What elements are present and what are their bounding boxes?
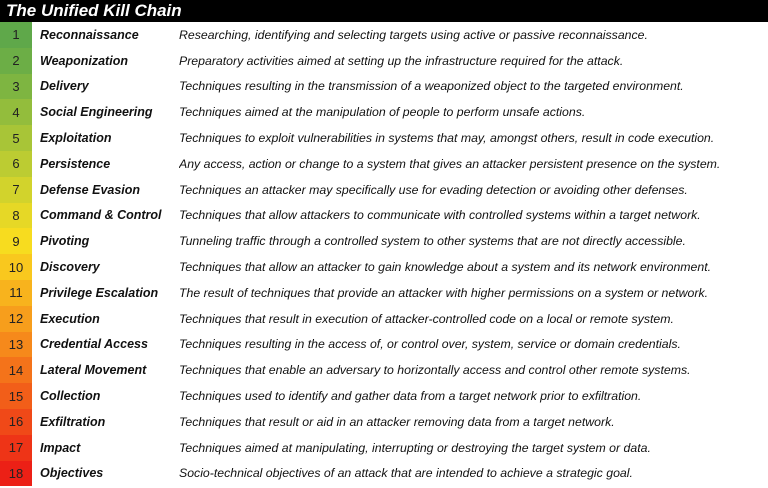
kill-chain-table (0, 22, 768, 486)
phase-name: Impact (40, 440, 81, 455)
phase-name: Lateral Movement (40, 363, 147, 378)
phase-number: 3 (0, 74, 32, 100)
phase-number: 11 (0, 280, 32, 306)
table-row (0, 409, 768, 435)
phase-number: 2 (0, 48, 32, 74)
table-row (0, 306, 768, 332)
table-row (0, 435, 768, 461)
phase-name: Collection (40, 389, 101, 404)
phase-name: Exfiltration (40, 414, 106, 429)
phase-name: Discovery (40, 260, 100, 275)
phase-description: Techniques to exploit vulnerabilities in systems that may, amongst others, result in code execution. (179, 131, 715, 146)
phase-description: Techniques aimed at the manipulation of people to perform unsafe actions. (179, 105, 586, 120)
phase-name: Delivery (40, 79, 89, 94)
phase-number: 17 (0, 435, 32, 461)
phase-name: Exploitation (40, 131, 112, 146)
phase-number: 8 (0, 203, 32, 229)
phase-description: Any access, action or change to a system that gives an attacker persistent presence on the system. (179, 156, 721, 171)
table-row (0, 461, 768, 487)
phase-name: Command & Control (40, 208, 162, 223)
phase-number: 13 (0, 332, 32, 358)
table-row (0, 254, 768, 280)
phase-number: 5 (0, 125, 32, 151)
phase-name: Credential Access (40, 337, 148, 352)
phase-number: 7 (0, 177, 32, 203)
phase-description: Techniques that result or aid in an attacker removing data from a target network. (179, 414, 615, 429)
table-row (0, 48, 768, 74)
table-row (0, 151, 768, 177)
table-row (0, 332, 768, 358)
table-row (0, 177, 768, 203)
phase-number: 18 (0, 461, 32, 487)
table-row (0, 280, 768, 306)
table-row (0, 22, 768, 48)
table-row (0, 99, 768, 125)
phase-name: Reconnaissance (40, 27, 139, 42)
phase-number: 14 (0, 357, 32, 383)
phase-description: Tunneling traffic through a controlled system to other systems that are not directly accessible. (179, 234, 686, 249)
phase-number: 1 (0, 22, 32, 48)
phase-description: Techniques used to identify and gather data from a target network prior to exfiltration. (179, 389, 642, 404)
phase-name: Persistence (40, 156, 111, 171)
phase-description: The result of techniques that provide an attacker with higher permissions on a system or network. (179, 285, 709, 300)
phase-description: Techniques resulting in the access of, or control over, system, service or domain credentials. (179, 337, 681, 352)
phase-name: Social Engineering (40, 105, 153, 120)
phase-name: Objectives (40, 466, 104, 481)
phase-name: Privilege Escalation (40, 285, 159, 300)
table-row (0, 125, 768, 151)
phase-description: Techniques aimed at manipulating, interrupting or destroying the target system or data. (179, 440, 651, 455)
phase-description: Techniques that enable an adversary to horizontally access and control other remote systems. (179, 363, 691, 378)
phase-name: Weaponization (40, 53, 128, 68)
phase-description: Techniques that result in execution of attacker-controlled code on a local or remote system. (179, 311, 674, 326)
table-row (0, 203, 768, 229)
phase-number: 4 (0, 99, 32, 125)
phase-description: Techniques an attacker may specifically use for evading detection or avoiding other defenses. (179, 182, 688, 197)
phase-number: 15 (0, 383, 32, 409)
phase-name: Pivoting (40, 234, 90, 249)
phase-description: Techniques resulting in the transmission of a weaponized object to the targeted environment. (179, 79, 684, 94)
phase-number: 16 (0, 409, 32, 435)
phase-name: Execution (40, 311, 100, 326)
phase-number: 10 (0, 254, 32, 280)
phase-description: Socio-technical objectives of an attack that are intended to achieve a strategic goal. (179, 466, 633, 481)
table-row (0, 357, 768, 383)
phase-number: 6 (0, 151, 32, 177)
phase-name: Defense Evasion (40, 182, 141, 197)
phase-description: Techniques that allow attackers to communicate with controlled systems within a target network. (179, 208, 701, 223)
phase-description: Techniques that allow an attacker to gain knowledge about a system and its network environment. (179, 260, 712, 275)
table-row (0, 228, 768, 254)
phase-description: Preparatory activities aimed at setting up the infrastructure required for the attack. (179, 53, 624, 68)
table-row (0, 383, 768, 409)
phase-description: Researching, identifying and selecting targets using active or passive reconnaissance. (179, 27, 648, 42)
table-row (0, 74, 768, 100)
page-title: The Unified Kill Chain (0, 0, 768, 22)
phase-number: 9 (0, 228, 32, 254)
phase-number: 12 (0, 306, 32, 332)
